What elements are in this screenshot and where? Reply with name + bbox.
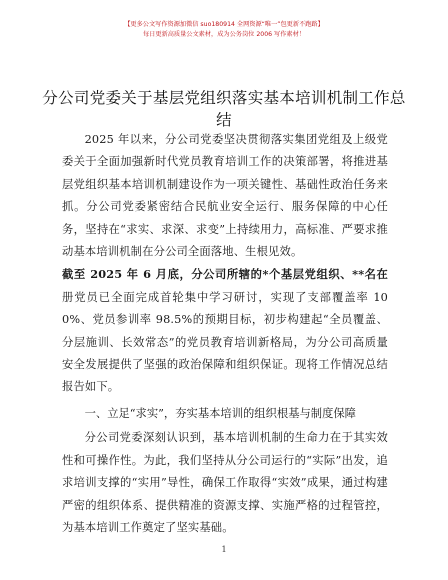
promo-banner (0, 20, 448, 40)
banner-line-2: 每日更新高质量公文素材，成为公务岗位 2006 写作素材！ (143, 31, 305, 38)
paragraph-results-bold: 截至 2025 年 6 月底，分公司所辖的*个基层党组织、**名在 (62, 267, 388, 282)
paragraph-results (62, 263, 388, 398)
section-heading-1: 一、立足“求实”，夯实基本培训的组织根基与制度保障 (84, 406, 356, 420)
paragraph-section-1: 分公司党委深刻认识到，基本培训机制的生命力在于其实效性和可操作性。为此，我们坚持从分公司运行的“实际”出发，追求培训支撑的“实用”导性，确保工作取得“实效”成果，通过构建严密的组织体系、提供精准的资源支撑、实施严格的过程管控，为基本培训工作奠定了坚实基础。 (62, 431, 388, 534)
paragraph-intro: 2025 年以来，分公司党委坚决贯彻落实集团党组及上级党委关于全面加强新时代党员教育培训工作的决策部署，将推进基层党组织基本培训机制建设作为一项关键性、基础性政治任务来抓。分公司党委紧密结合民航业安全运行、服务保障的中心任务，坚持在“求实、求深、求变”上持续用力，高标准、严要求推动基本培训机制在分公司全面落地、生根见效。 (62, 133, 388, 259)
banner-line-1: 【更多公文写作资源加微信 suo180914 全网资源“唯一”包更新不跑路】 (124, 21, 324, 28)
page-number: 1 (221, 545, 227, 554)
paragraph-results-rest: 册党员已全面完成首轮集中学习研讨，实现了支部覆盖率 100%、党员参训率 98.5%的预期目标，初步构建起“全员覆盖、分层施训、长效常态”的党员教育培训新格局，为分公司高质量安全发展提供了坚强的政治保障和组织保证。现将工作情况总结报告如下。 (62, 290, 388, 394)
document-title: 分公司党委关于基层党组织落实基本培训机制工作总结 (42, 89, 406, 129)
document-body (62, 129, 388, 539)
